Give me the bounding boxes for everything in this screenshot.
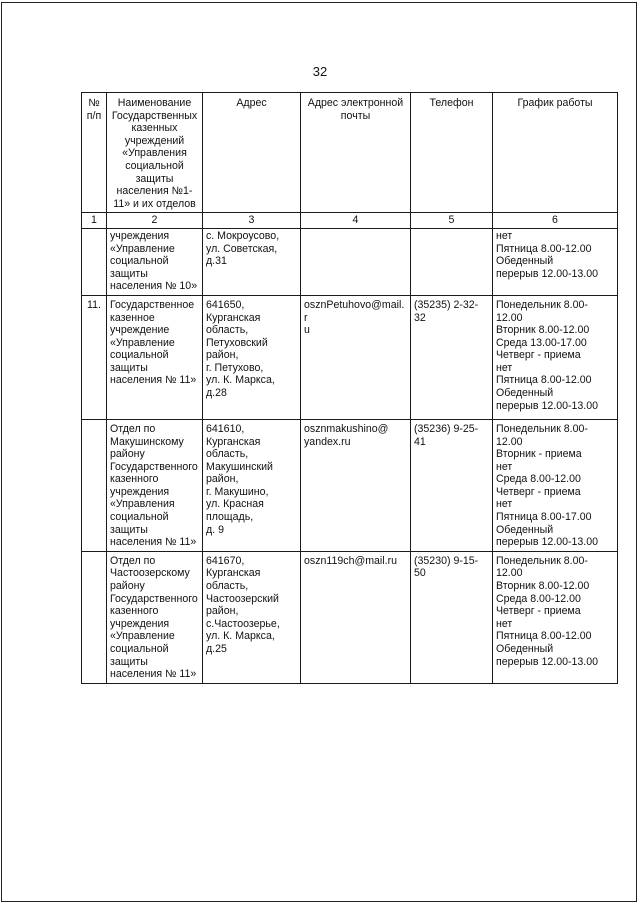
institutions-table [81, 92, 618, 684]
institution-name: Отдел по Частоозерскому району Государственного казенного учреждения «Управление социальной защиты населения № 11» [107, 551, 203, 683]
phone: (35230) 9-15- 50 [411, 551, 493, 683]
phone [411, 228, 493, 295]
address: 641670, Курганская область, Частоозерский район, с.Частоозерье, ул. К. Маркса, д.25 [203, 551, 301, 683]
header-address: Адрес [203, 93, 301, 213]
address: 641610, Курганская область, Макушинский район, г. Макушино, ул. Красная площадь, д. 9 [203, 419, 301, 551]
page-number: 32 [312, 64, 328, 79]
schedule: Понедельник 8.00- 12.00 Вторник - приема нет Среда 8.00-12.00 Четверг - приема нет Пятница 8.00-17.00 Обеденный перерыв 12.00-13.00 [493, 419, 618, 551]
column-number: 2 [107, 213, 203, 229]
column-number: 3 [203, 213, 301, 229]
email: osznPetuhovo@mail.r u [301, 295, 411, 419]
email: osznmakushino@ yandex.ru [301, 419, 411, 551]
header-row [82, 93, 618, 213]
header-number: № п/п [82, 93, 107, 213]
row-number [82, 551, 107, 683]
column-number-row [82, 213, 618, 229]
row-number [82, 419, 107, 551]
table-row [82, 228, 618, 295]
row-number: 11. [82, 295, 107, 419]
address: 641650, Курганская область, Петуховский район, г. Петухово, ул. К. Маркса, д.28 [203, 295, 301, 419]
column-number: 5 [411, 213, 493, 229]
column-number: 1 [82, 213, 107, 229]
column-number: 6 [493, 213, 618, 229]
address: с. Мокроусово, ул. Советская, д.31 [203, 228, 301, 295]
phone: (35236) 9-25- 41 [411, 419, 493, 551]
institution-name: учреждения «Управление социальной защиты населения № 10» [107, 228, 203, 295]
institution-name: Государственное казенное учреждение «Управление социальной защиты населения № 11» [107, 295, 203, 419]
table-row [82, 419, 618, 551]
phone: (35235) 2-32- 32 [411, 295, 493, 419]
header-phone: Телефон [411, 93, 493, 213]
email: oszn119ch@mail.ru [301, 551, 411, 683]
row-number [82, 228, 107, 295]
header-name: Наименование Государственных казенных учреждений «Управления социальной защиты населения №1- 11» и их отделов [107, 93, 203, 213]
table-row [82, 551, 618, 683]
schedule: нет Пятница 8.00-12.00 Обеденный перерыв 12.00-13.00 [493, 228, 618, 295]
header-email: Адрес электронной почты [301, 93, 411, 213]
schedule: Понедельник 8.00- 12.00 Вторник 8.00-12.00 Среда 13.00-17.00 Четверг - приема нет Пятница 8.00-12.00 Обеденный перерыв 12.00-13.00 [493, 295, 618, 419]
column-number: 4 [301, 213, 411, 229]
table-row [82, 295, 618, 419]
header-schedule: График работы [493, 93, 618, 213]
institution-name: Отдел по Макушинскому району Государственного казенного учреждения «Управления социальной защиты населения № 11» [107, 419, 203, 551]
schedule: Понедельник 8.00- 12.00 Вторник 8.00-12.00 Среда 8.00-12.00 Четверг - приема нет Пятница 8.00-12.00 Обеденный перерыв 12.00-13.00 [493, 551, 618, 683]
email [301, 228, 411, 295]
